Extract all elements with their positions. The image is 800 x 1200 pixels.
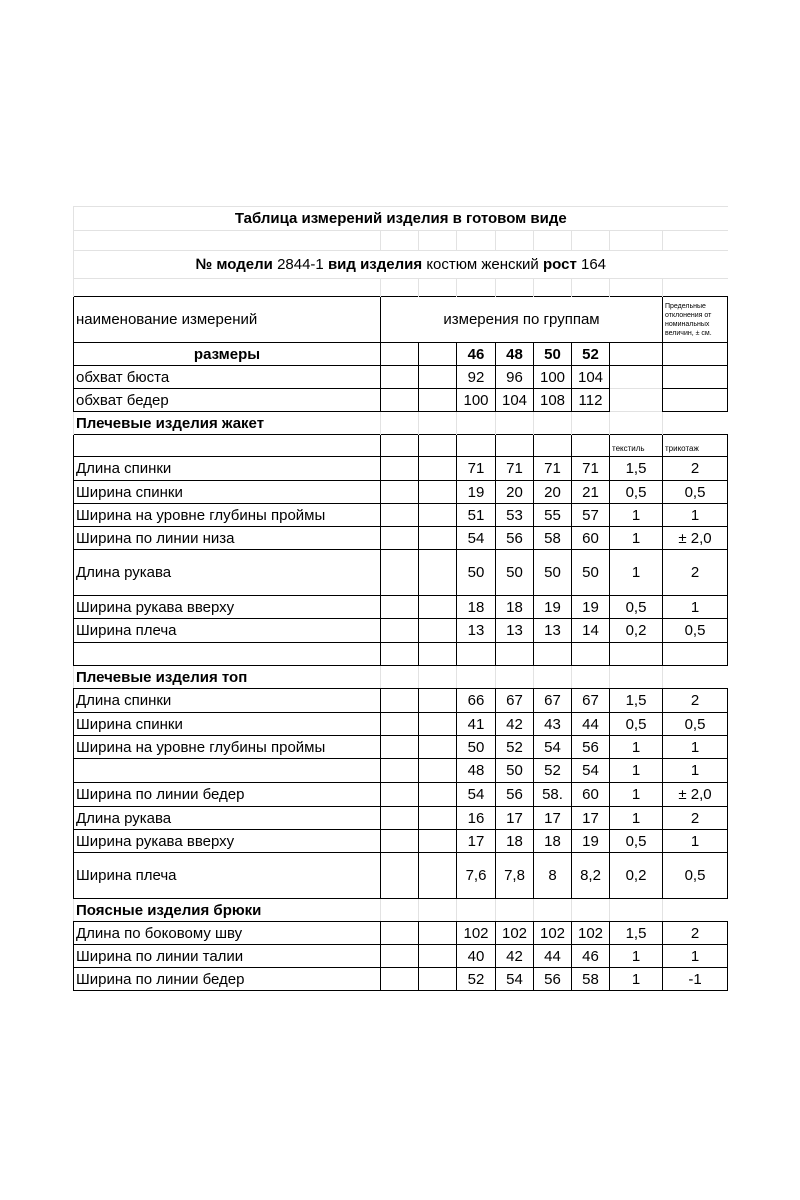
measure-value: 55 <box>534 504 572 527</box>
measure-value: 56 <box>496 783 534 807</box>
tolerance-knit: -1 <box>663 968 728 991</box>
measure-value: 56 <box>572 736 610 759</box>
empty-cell <box>572 279 610 297</box>
measure-value: 71 <box>572 457 610 481</box>
measure-value: 67 <box>572 689 610 713</box>
empty-cell <box>419 435 457 457</box>
size-header: 50 <box>534 343 572 366</box>
empty-cell <box>572 231 610 251</box>
measure-value: 58 <box>534 527 572 550</box>
measure-value: 52 <box>496 736 534 759</box>
empty-cell <box>419 550 457 596</box>
row-name: Ширина плеча <box>74 619 381 643</box>
measure-value: 40 <box>457 945 496 968</box>
measure-value: 18 <box>457 596 496 619</box>
measure-value: 7,8 <box>496 853 534 899</box>
row-name <box>74 759 381 783</box>
empty-cell <box>572 435 610 457</box>
row-name: Ширина по линии бедер <box>74 783 381 807</box>
measure-value: 44 <box>572 713 610 736</box>
empty-cell <box>572 643 610 666</box>
measure-value: 102 <box>572 922 610 945</box>
empty-cell <box>419 527 457 550</box>
tolerance-knit: ± 2,0 <box>663 527 728 550</box>
section-title: Поясные изделия брюки <box>74 899 381 922</box>
empty-cell <box>381 689 419 713</box>
measure-value: 100 <box>457 389 496 412</box>
measure-value: 19 <box>457 481 496 504</box>
tolerance-textile: 0,2 <box>610 853 663 899</box>
measure-value: 50 <box>534 550 572 596</box>
measure-value: 60 <box>572 527 610 550</box>
measure-value: 53 <box>496 504 534 527</box>
empty-cell <box>419 279 457 297</box>
empty-cell <box>610 666 663 689</box>
empty-cell <box>419 504 457 527</box>
tolerance-knit: 2 <box>663 457 728 481</box>
empty-cell <box>496 643 534 666</box>
measure-value: 104 <box>496 389 534 412</box>
measure-value: 19 <box>572 596 610 619</box>
model-value: 2844-1 <box>277 256 324 273</box>
empty-cell <box>381 527 419 550</box>
row-name: Ширина рукава вверху <box>74 596 381 619</box>
measure-value: 54 <box>534 736 572 759</box>
empty-cell <box>457 279 496 297</box>
measure-value: 48 <box>457 759 496 783</box>
measure-value: 54 <box>457 783 496 807</box>
empty-cell <box>572 666 610 689</box>
empty-cell <box>419 945 457 968</box>
empty-cell <box>419 366 457 389</box>
measure-value: 102 <box>496 922 534 945</box>
empty-cell <box>419 412 457 435</box>
measure-value: 96 <box>496 366 534 389</box>
measure-value: 112 <box>572 389 610 412</box>
model-label: № модели <box>195 256 273 273</box>
tolerance-textile-label: текстиль <box>610 435 663 457</box>
tolerance-knit: 1 <box>663 830 728 853</box>
empty-cell <box>534 279 572 297</box>
measure-value: 17 <box>496 807 534 830</box>
tolerance-textile: 1 <box>610 759 663 783</box>
tolerance-textile: 0,5 <box>610 481 663 504</box>
row-name: Длина рукава <box>74 807 381 830</box>
measure-value: 7,6 <box>457 853 496 899</box>
empty-cell <box>534 435 572 457</box>
measure-value: 17 <box>457 830 496 853</box>
model-info <box>74 251 728 279</box>
tolerance-knit: 1 <box>663 504 728 527</box>
empty-cell <box>419 689 457 713</box>
measure-value: 58. <box>534 783 572 807</box>
empty-cell <box>419 783 457 807</box>
empty-cell <box>381 899 419 922</box>
empty-cell <box>381 550 419 596</box>
header-groups-col: измерения по группам <box>381 297 663 343</box>
tolerance-knit: 2 <box>663 922 728 945</box>
tolerance-textile: 1,5 <box>610 922 663 945</box>
size-header: 52 <box>572 343 610 366</box>
measurement-sheet <box>73 206 727 991</box>
tolerance-knit: 1 <box>663 759 728 783</box>
empty-cell <box>381 713 419 736</box>
measure-value: 54 <box>457 527 496 550</box>
empty-cell <box>419 807 457 830</box>
measure-value: 41 <box>457 713 496 736</box>
row-name: Длина спинки <box>74 689 381 713</box>
empty-cell <box>663 412 728 435</box>
measure-value: 20 <box>534 481 572 504</box>
empty-cell <box>381 481 419 504</box>
empty-cell <box>381 807 419 830</box>
empty-cell <box>663 389 728 412</box>
measure-value: 54 <box>572 759 610 783</box>
empty-cell <box>419 759 457 783</box>
empty-cell <box>381 435 419 457</box>
row-name: Ширина спинки <box>74 481 381 504</box>
empty-cell <box>381 968 419 991</box>
empty-cell <box>74 231 381 251</box>
measure-value: 17 <box>572 807 610 830</box>
size-header: 48 <box>496 343 534 366</box>
section-title: Плечевые изделия жакет <box>74 412 381 435</box>
measure-value: 50 <box>572 550 610 596</box>
tolerance-textile: 1 <box>610 783 663 807</box>
empty-cell <box>419 736 457 759</box>
row-name: Ширина по линии низа <box>74 527 381 550</box>
empty-cell <box>419 853 457 899</box>
empty-cell <box>381 231 419 251</box>
type-label: вид изделия <box>327 256 423 273</box>
sizes-label: размеры <box>74 343 381 366</box>
type-value: костюм женский <box>426 256 539 273</box>
page-title: Таблица измерений изделия в готовом виде <box>74 207 728 231</box>
empty-cell <box>534 899 572 922</box>
measure-value: 51 <box>457 504 496 527</box>
size-header: 46 <box>457 343 496 366</box>
tolerance-textile: 1 <box>610 527 663 550</box>
tolerance-knit: 0,5 <box>663 481 728 504</box>
measure-value: 14 <box>572 619 610 643</box>
row-name: Ширина рукава вверху <box>74 830 381 853</box>
measure-value: 19 <box>534 596 572 619</box>
row-name: Длина по боковому шву <box>74 922 381 945</box>
row-name: Ширина на уровне глубины проймы <box>74 504 381 527</box>
measure-value: 102 <box>534 922 572 945</box>
empty-cell <box>534 643 572 666</box>
empty-cell <box>381 596 419 619</box>
row-name: обхват бюста <box>74 366 381 389</box>
measure-value: 50 <box>496 759 534 783</box>
row-name: Ширина на уровне глубины проймы <box>74 736 381 759</box>
header-tolerance-col: Предельные отклонения от номинальных величин, ± см. <box>663 297 728 343</box>
measure-value: 46 <box>572 945 610 968</box>
height-value: 164 <box>580 256 607 273</box>
tolerance-textile: 0,5 <box>610 596 663 619</box>
empty-cell <box>419 481 457 504</box>
empty-cell <box>610 412 663 435</box>
empty-cell <box>457 231 496 251</box>
empty-cell <box>381 412 419 435</box>
empty-cell <box>381 343 419 366</box>
empty-cell <box>381 619 419 643</box>
empty-cell <box>610 643 663 666</box>
empty-cell <box>663 643 728 666</box>
empty-cell <box>419 922 457 945</box>
measure-value: 71 <box>457 457 496 481</box>
row-name: Длина спинки <box>74 457 381 481</box>
measure-value: 71 <box>496 457 534 481</box>
empty-cell <box>419 713 457 736</box>
tolerance-knit: 0,5 <box>663 713 728 736</box>
empty-cell <box>663 899 728 922</box>
measure-value: 18 <box>496 830 534 853</box>
measure-value: 54 <box>496 968 534 991</box>
measure-value: 18 <box>534 830 572 853</box>
measure-value: 44 <box>534 945 572 968</box>
empty-cell <box>381 945 419 968</box>
tolerance-knit: ± 2,0 <box>663 783 728 807</box>
header-name-col: наименование измерений <box>74 297 381 343</box>
empty-cell <box>457 899 496 922</box>
empty-cell <box>663 666 728 689</box>
tolerance-textile: 1,5 <box>610 689 663 713</box>
measure-value: 67 <box>534 689 572 713</box>
empty-cell <box>381 504 419 527</box>
measure-value: 60 <box>572 783 610 807</box>
empty-cell <box>381 830 419 853</box>
measure-value: 71 <box>534 457 572 481</box>
tolerance-textile: 1 <box>610 504 663 527</box>
measure-value: 19 <box>572 830 610 853</box>
empty-cell <box>457 412 496 435</box>
empty-cell <box>663 279 728 297</box>
measure-value: 102 <box>457 922 496 945</box>
measure-value: 42 <box>496 713 534 736</box>
tolerance-textile: 1 <box>610 968 663 991</box>
tolerance-knit: 2 <box>663 550 728 596</box>
empty-cell <box>419 666 457 689</box>
measure-value: 21 <box>572 481 610 504</box>
empty-cell <box>381 853 419 899</box>
tolerance-textile: 1,5 <box>610 457 663 481</box>
measure-value: 57 <box>572 504 610 527</box>
empty-cell <box>381 366 419 389</box>
empty-cell <box>419 389 457 412</box>
tolerance-knit: 1 <box>663 596 728 619</box>
measure-value: 56 <box>496 527 534 550</box>
empty-cell <box>496 412 534 435</box>
tolerance-knit-label: трикотаж <box>663 435 728 457</box>
empty-cell <box>381 759 419 783</box>
measure-value: 104 <box>572 366 610 389</box>
tolerance-knit: 1 <box>663 945 728 968</box>
empty-cell <box>419 619 457 643</box>
empty-cell <box>496 435 534 457</box>
measure-value: 50 <box>496 550 534 596</box>
empty-cell <box>534 666 572 689</box>
measure-value: 67 <box>496 689 534 713</box>
measure-value: 50 <box>457 736 496 759</box>
measure-value: 50 <box>457 550 496 596</box>
row-name: Длина рукава <box>74 550 381 596</box>
row-name: Ширина по линии бедер <box>74 968 381 991</box>
row-name: Ширина спинки <box>74 713 381 736</box>
empty-cell <box>74 435 381 457</box>
empty-cell <box>419 596 457 619</box>
tolerance-knit: 0,5 <box>663 619 728 643</box>
empty-cell <box>74 279 381 297</box>
measure-value: 18 <box>496 596 534 619</box>
empty-cell <box>381 389 419 412</box>
empty-cell <box>496 231 534 251</box>
empty-cell <box>610 279 663 297</box>
tolerance-textile: 1 <box>610 807 663 830</box>
row-name: обхват бедер <box>74 389 381 412</box>
empty-cell <box>381 279 419 297</box>
measurement-table <box>73 206 728 991</box>
tolerance-knit: 2 <box>663 689 728 713</box>
empty-cell <box>610 389 663 412</box>
tolerance-textile: 1 <box>610 945 663 968</box>
measure-value: 56 <box>534 968 572 991</box>
empty-cell <box>496 279 534 297</box>
measure-value: 17 <box>534 807 572 830</box>
row-name: Ширина по линии талии <box>74 945 381 968</box>
measure-value: 66 <box>457 689 496 713</box>
empty-cell <box>381 643 419 666</box>
tolerance-textile: 1 <box>610 736 663 759</box>
empty-cell <box>572 412 610 435</box>
empty-cell <box>419 643 457 666</box>
empty-cell <box>610 366 663 389</box>
tolerance-textile: 0,5 <box>610 713 663 736</box>
empty-cell <box>419 343 457 366</box>
empty-cell <box>610 343 663 366</box>
empty-cell <box>419 899 457 922</box>
tolerance-knit: 1 <box>663 736 728 759</box>
empty-cell <box>663 366 728 389</box>
measure-value: 52 <box>534 759 572 783</box>
empty-cell <box>457 666 496 689</box>
tolerance-textile: 0,2 <box>610 619 663 643</box>
tolerance-textile: 0,5 <box>610 830 663 853</box>
empty-cell <box>457 435 496 457</box>
empty-cell <box>381 736 419 759</box>
measure-value: 43 <box>534 713 572 736</box>
measure-value: 13 <box>534 619 572 643</box>
empty-cell <box>496 899 534 922</box>
empty-cell <box>610 231 663 251</box>
measure-value: 8 <box>534 853 572 899</box>
measure-value: 13 <box>457 619 496 643</box>
measure-value: 52 <box>457 968 496 991</box>
empty-cell <box>572 899 610 922</box>
measure-value: 100 <box>534 366 572 389</box>
measure-value: 8,2 <box>572 853 610 899</box>
empty-cell <box>534 412 572 435</box>
measure-value: 58 <box>572 968 610 991</box>
measure-value: 42 <box>496 945 534 968</box>
empty-cell <box>496 666 534 689</box>
height-label: рост <box>542 256 577 273</box>
empty-cell <box>381 783 419 807</box>
measure-value: 16 <box>457 807 496 830</box>
empty-cell <box>419 830 457 853</box>
tolerance-knit: 0,5 <box>663 853 728 899</box>
empty-cell <box>610 899 663 922</box>
section-title: Плечевые изделия топ <box>74 666 381 689</box>
row-name: Ширина плеча <box>74 853 381 899</box>
empty-cell <box>419 231 457 251</box>
measure-value: 108 <box>534 389 572 412</box>
empty-cell <box>381 922 419 945</box>
tolerance-textile: 1 <box>610 550 663 596</box>
empty-cell <box>381 666 419 689</box>
measure-value: 20 <box>496 481 534 504</box>
measure-value: 92 <box>457 366 496 389</box>
empty-cell <box>74 643 381 666</box>
empty-cell <box>419 968 457 991</box>
empty-cell <box>663 343 728 366</box>
empty-cell <box>663 231 728 251</box>
tolerance-knit: 2 <box>663 807 728 830</box>
empty-cell <box>457 643 496 666</box>
measure-value: 13 <box>496 619 534 643</box>
empty-cell <box>381 457 419 481</box>
empty-cell <box>534 231 572 251</box>
empty-cell <box>419 457 457 481</box>
